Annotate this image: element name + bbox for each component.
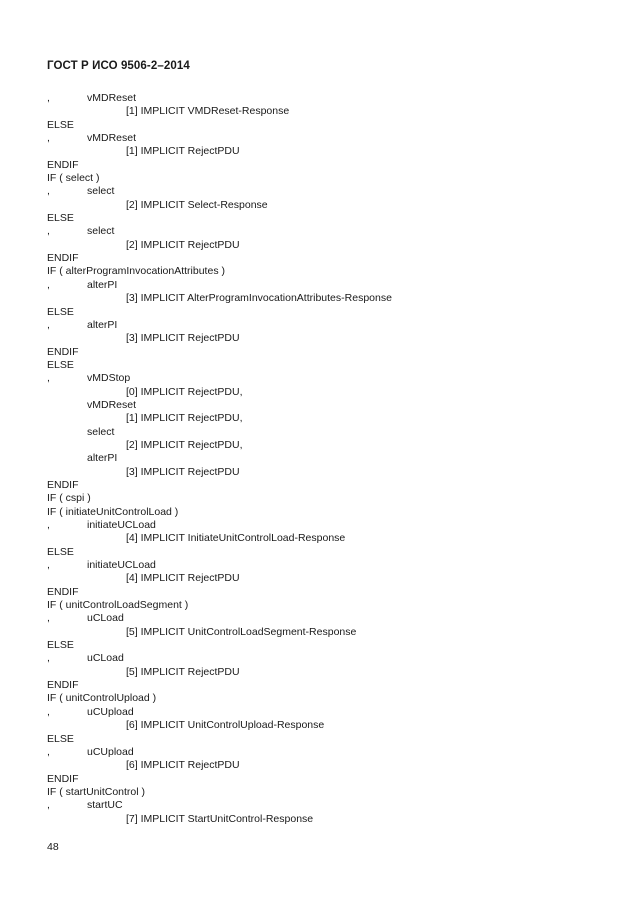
code-field: select [87, 185, 115, 198]
code-type: [2] IMPLICIT RejectPDU, [126, 438, 243, 451]
code-keyword: ELSE [47, 305, 74, 318]
code-keyword: ELSE [47, 212, 74, 225]
code-field: uCLoad [87, 612, 124, 625]
code-field: vMDReset [87, 92, 137, 104]
code-type: [4] IMPLICIT RejectPDU [126, 572, 240, 585]
code-keyword: IF ( alterProgramInvocationAttributes ) [47, 265, 225, 278]
code-field: initiateUCLoad [87, 559, 156, 572]
code-keyword: , [47, 318, 50, 331]
document-header: ГОСТ Р ИСО 9506-2–2014 [47, 60, 190, 72]
code-type: [4] IMPLICIT InitiateUnitControlLoad-Response [126, 532, 346, 545]
code-type: [1] IMPLICIT RejectPDU [126, 145, 240, 158]
code-keyword: , [47, 705, 50, 718]
code-keyword: ENDIF [47, 585, 79, 598]
code-field: vMDReset [87, 398, 137, 411]
code-keyword: ELSE [47, 732, 74, 745]
code-keyword: , [47, 225, 50, 238]
code-type: [2] IMPLICIT RejectPDU [126, 238, 240, 251]
code-field: initiateUCLoad [87, 519, 156, 531]
code-keyword: ELSE [47, 545, 74, 558]
code-type: [1] IMPLICIT RejectPDU, [126, 412, 243, 425]
code-field: alterPI [87, 452, 118, 465]
code-keyword: ELSE [47, 118, 74, 131]
code-type: [6] IMPLICIT RejectPDU [126, 759, 240, 772]
code-type: [5] IMPLICIT UnitControlLoadSegment-Response [126, 625, 357, 638]
code-type: [3] IMPLICIT AlterProgramInvocationAttributes-Response [126, 292, 392, 305]
code-keyword: , [47, 612, 50, 625]
code-type: [3] IMPLICIT RejectPDU [126, 332, 240, 345]
code-type: [2] IMPLICIT Select-Response [126, 198, 268, 211]
code-keyword: , [47, 745, 50, 758]
code-type: [3] IMPLICIT RejectPDU [126, 465, 240, 478]
code-keyword: IF ( initiateUnitControlLoad ) [47, 505, 179, 518]
code-keyword: IF ( startUnitControl ) [47, 785, 146, 798]
code-keyword: , [47, 559, 50, 572]
code-keyword: ENDIF [47, 345, 79, 358]
code-keyword: IF ( select ) [47, 172, 100, 185]
code-keyword: , [47, 372, 50, 385]
code-type: [7] IMPLICIT StartUnitControl-Response [126, 812, 314, 825]
code-field: alterPI [87, 278, 118, 291]
code-field: vMDReset [87, 132, 137, 145]
code-keyword: , [47, 185, 50, 198]
code-keyword: ENDIF [47, 158, 79, 171]
code-keyword: , [47, 652, 50, 665]
code-field: vMDStop [87, 372, 131, 385]
code-type: [1] IMPLICIT VMDReset-Response [126, 105, 290, 118]
code-keyword: ENDIF [47, 772, 79, 785]
code-keyword: IF ( unitControlLoadSegment ) [47, 599, 189, 612]
code-keyword: ENDIF [47, 252, 79, 265]
code-field: select [87, 425, 115, 438]
code-keyword: , [47, 132, 50, 145]
code-keyword: , [47, 92, 50, 104]
code-type: [6] IMPLICIT UnitControlUpload-Response [126, 719, 325, 732]
code-field: uCUpload [87, 745, 134, 758]
code-keyword: ENDIF [47, 679, 79, 692]
code-field: uCLoad [87, 652, 124, 665]
code-keyword: ELSE [47, 358, 74, 371]
code-keyword: , [47, 519, 50, 531]
code-keyword: IF ( cspi ) [47, 492, 91, 505]
code-keyword: IF ( unitControlUpload ) [47, 692, 157, 705]
code-keyword: ELSE [47, 639, 74, 652]
code-field: startUC [87, 799, 123, 812]
code-keyword: , [47, 799, 50, 812]
code-keyword: , [47, 278, 50, 291]
code-field: alterPI [87, 318, 118, 331]
code-field: select [87, 225, 115, 238]
code-type: [0] IMPLICIT RejectPDU, [126, 385, 243, 398]
code-field: uCUpload [87, 705, 134, 718]
page-number: 48 [47, 841, 59, 853]
code-type: [5] IMPLICIT RejectPDU [126, 665, 240, 678]
code-keyword: ENDIF [47, 478, 79, 491]
